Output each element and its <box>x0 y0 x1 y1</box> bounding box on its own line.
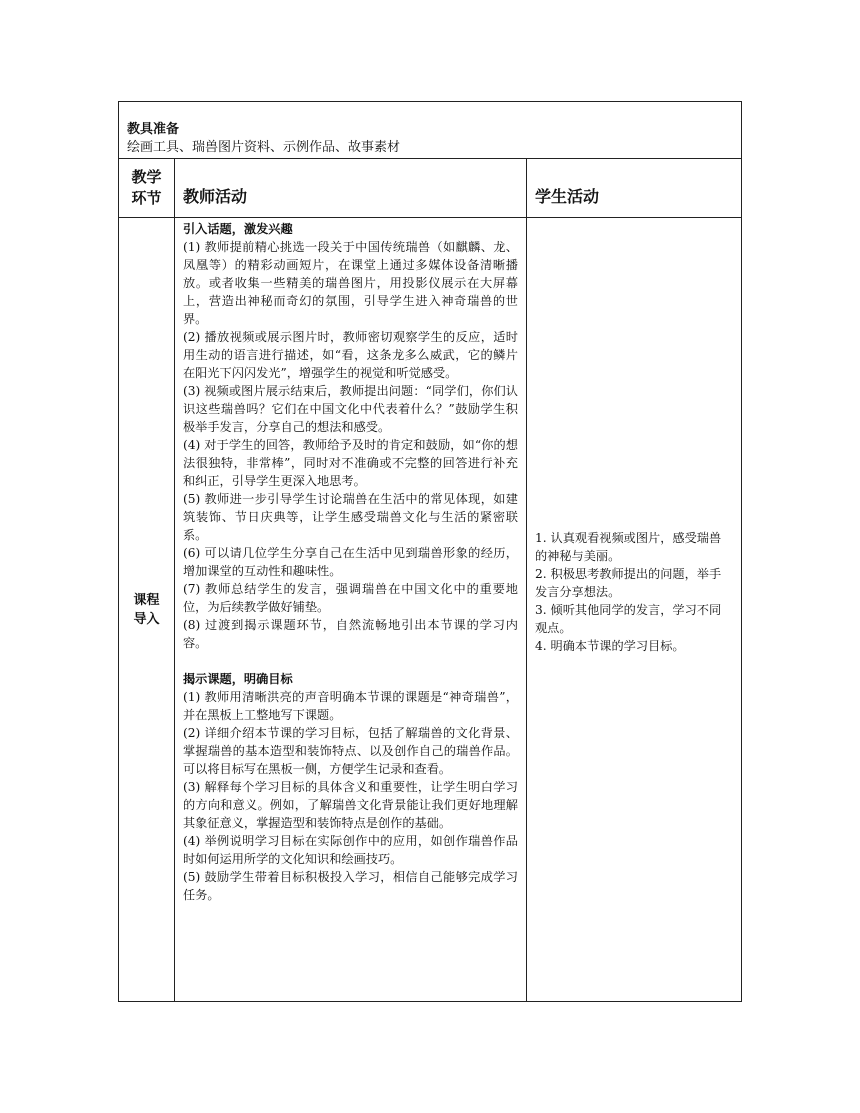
lesson-plan-table <box>118 101 742 1002</box>
section1-item: (8) 过渡到揭示课题环节，自然流畅地引出本节课的学习内容。 <box>183 618 518 650</box>
section2-title: 揭示课题，明确目标 <box>183 672 293 686</box>
section1-item: (2) 播放视频或展示图片时，教师密切观察学生的反应，适时用生动的语言进行描述，如“看，这条龙多么威武，它的鳞片在阳光下闪闪发光”，增强学生的视觉和听觉感受。 <box>183 330 518 380</box>
prep-cell <box>119 102 742 159</box>
section2-item: (2) 详细介绍本节课的学习目标，包括了解瑞兽的文化背景、掌握瑞兽的基本造型和装饰特点、以及创作自己的瑞兽作品。可以将目标写在黑板一侧，方便学生记录和查看。 <box>183 726 518 776</box>
stage-cell <box>119 218 175 1002</box>
section1-item: (1) 教师提前精心挑选一段关于中国传统瑞兽（如麒麟、龙、凤凰等）的精彩动画短片，在课堂上通过多媒体设备清晰播放。或者收集一些精美的瑞兽图片，用投影仪展示在大屏幕上，营造出神秘而奇幻的氛围，引导学生进入神奇瑞兽的世界。 <box>183 240 518 326</box>
header-stage-line2: 环节 <box>131 189 162 207</box>
student-item: 3. 倾听其他同学的发言，学习不同观点。 <box>535 602 722 635</box>
section1-item: (6) 可以请几位学生分享自己在生活中见到瑞兽形象的经历，增加课堂的互动性和趣味性。 <box>183 546 518 578</box>
header-student: 学生活动 <box>535 186 600 206</box>
section1-title: 引入话题，激发兴趣 <box>183 222 293 236</box>
header-stage-line1: 教学 <box>131 168 162 186</box>
section2-item: (3) 解释每个学习目标的具体含义和重要性，让学生明白学习的方向和意义。例如，了解瑞兽文化背景能让我们更好地理解其象征意义，掌握造型和装饰特点是创作的基础。 <box>183 780 518 830</box>
header-stage-cell <box>119 159 175 218</box>
prep-row <box>119 102 742 159</box>
prep-title: 教具准备 <box>127 122 180 137</box>
stage-line2: 导入 <box>133 611 160 627</box>
stage-line1: 课程 <box>133 592 160 608</box>
header-student-cell <box>527 159 742 218</box>
section1-item: (7) 教师总结学生的发言，强调瑞兽在中国文化中的重要地位，为后续教学做好铺垫。 <box>183 582 518 614</box>
student-activity-cell <box>527 218 742 1002</box>
header-row <box>119 159 742 218</box>
section1-item: (4) 对于学生的回答，教师给予及时的肯定和鼓励，如“你的想法很独特，非常棒”，同时对不准确或不完整的回答进行补充和纠正，引导学生更深入地思考。 <box>183 438 518 488</box>
intro-row <box>119 218 742 1002</box>
student-item: 4. 明确本节课的学习目标。 <box>535 638 685 653</box>
section1-item: (5) 教师进一步引导学生讨论瑞兽在生活中的常见体现，如建筑装饰、节日庆典等，让学生感受瑞兽文化与生活的紧密联系。 <box>183 492 518 542</box>
student-item: 2. 积极思考教师提出的问题，举手发言分享想法。 <box>535 566 722 599</box>
student-item: 1. 认真观看视频或图片，感受瑞兽的神秘与美丽。 <box>535 530 722 563</box>
prep-content: 绘画工具、瑞兽图片资料、示例作品、故事素材 <box>127 140 401 155</box>
header-teacher: 教师活动 <box>183 186 248 206</box>
section2-item: (5) 鼓励学生带着目标积极投入学习，相信自己能够完成学习任务。 <box>183 870 518 902</box>
section2-item: (4) 举例说明学习目标在实际创作中的应用，如创作瑞兽作品时如何运用所学的文化知识和绘画技巧。 <box>183 834 518 866</box>
header-teacher-cell <box>175 159 527 218</box>
teacher-activity-cell <box>175 218 527 1002</box>
section2-item: (1) 教师用清晰洪亮的声音明确本节课的课题是“神奇瑞兽”，并在黑板上工整地写下课题。 <box>183 690 518 722</box>
section1-item: (3) 视频或图片展示结束后，教师提出问题：“同学们，你们认识这些瑞兽吗？它们在中国文化中代表着什么？”鼓励学生积极举手发言，分享自己的想法和感受。 <box>183 384 518 434</box>
